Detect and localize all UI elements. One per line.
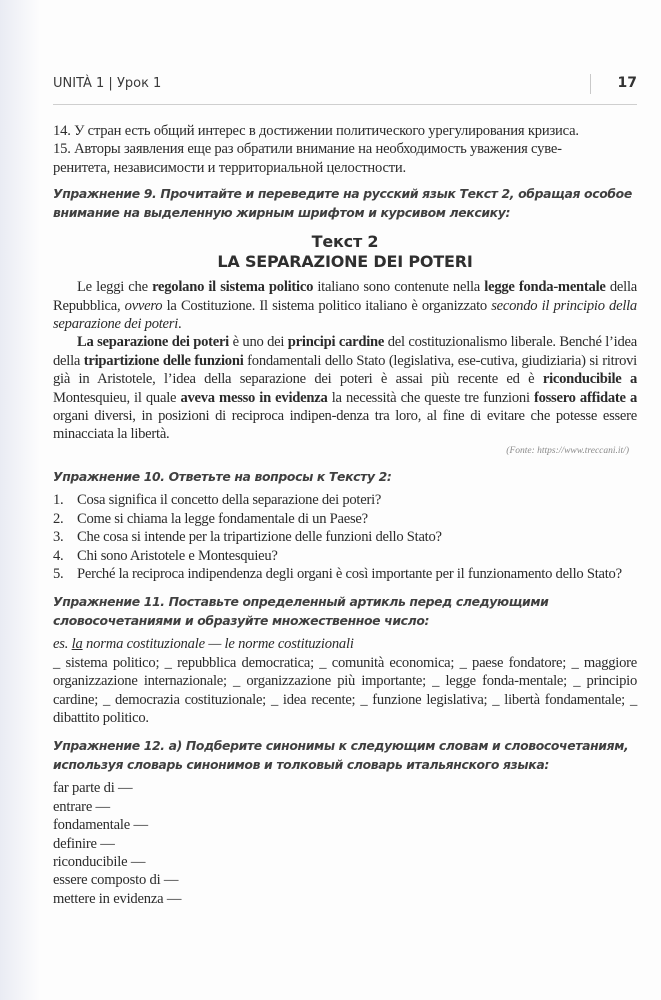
bold-term: tripartizione delle funzioni [83, 352, 244, 369]
exercise-10 [53, 468, 637, 584]
bold-term: riconducibile a [542, 371, 638, 388]
exercise-9 [53, 185, 637, 222]
question-item [53, 547, 637, 565]
bold-term: aveva messo in evidenza [180, 389, 328, 406]
synonym-item: essere composto di — [53, 872, 179, 889]
question-number: 1. [53, 492, 64, 509]
text-run: organi diversi, in posizioni di reciproca indipen-denza tra loro, al fine di evitare che potesse essere minacciata la libertà. [53, 408, 637, 443]
question-text: Come si chiama la legge fondamentale di un Paese? [77, 510, 368, 527]
text-run: la necessità che queste tre funzioni [327, 389, 534, 406]
question-number: 3. [53, 529, 64, 546]
text-2-paragraph-1 [53, 278, 637, 333]
exercise-11-items: _ sistema politico; _ repubblica democratica; _ comunità economica; _ paese fondatore; _ maggiore organizzazione internazionale; _ organizzazione più importante; _ legge fonda-mentale; _ principio cardine; _ democrazia costituzionale; _ idea recente; _ funzione legislativa; _ libertà fondamentale; _ dibattito politico. [53, 654, 637, 727]
exercise-10-heading: Упражнение 10. Ответьте на вопросы к Тексту 2: [53, 468, 392, 484]
exercise-12 [53, 737, 637, 908]
question-text: Chi sono Aristotele e Montesquieu? [77, 547, 278, 564]
header-divider [590, 74, 591, 94]
question-number: 5. [53, 566, 64, 582]
example-article: la [71, 636, 83, 653]
synonym-list [53, 779, 637, 908]
page-number: 17 [617, 75, 637, 91]
synonym-item: riconducibile — [53, 854, 146, 871]
italic-term: ovvero [124, 297, 163, 314]
exercise-12-heading-line1: Упражнение 12. а) Подберите синонимы к следующим словам и словосочетаниям, [53, 738, 629, 754]
synonym-item: mettere in evidenza — [53, 890, 182, 907]
question-item [53, 510, 637, 528]
bold-term: principi cardine [287, 334, 385, 351]
running-header [53, 76, 637, 98]
exercise-11 [53, 593, 637, 727]
synonym-item: definire — [53, 835, 115, 852]
text-run: della Repubblica, [53, 279, 637, 314]
exercise-11-heading-line2: словосочетаниями и образуйте множественное число: [53, 612, 430, 628]
exercise-9-heading-line2: внимание на выделенную жирным шрифтом и курсивом лексику: [53, 204, 511, 220]
exercise-9-heading-line1: Упражнение 9. Прочитайте и переведите на русский язык Текст 2, обращая особое [53, 186, 632, 202]
sentence-15-line2: ренитета, независимости и территориальной целостности. [53, 159, 406, 176]
exercise-11-example [53, 635, 637, 653]
source-citation: (Fonte: https://www.treccani.it/) [506, 445, 629, 456]
text-2-body [53, 278, 637, 458]
text-run: italiano sono contenute nella [313, 279, 485, 296]
italic-term: secondo il principio della separazione dei poteri [53, 297, 637, 333]
text-run: è uno dei [229, 334, 288, 351]
question-text: Cosa significa il concetto della separazione dei poteri? [77, 492, 382, 509]
text-run: del costituzionalismo liberale. Benché l’idea della [53, 334, 637, 369]
text-run: fondamentali dello Stato (legislativa, ese-cutiva, giudiziaria) si ritrovi già in Aristotele, l’idea della separazione dei poteri è assai più recente ed è [53, 352, 637, 388]
question-text: Che cosa si intende per la tripartizione delle funzioni dello Stato? [77, 529, 442, 546]
text-2-paragraph-2 [53, 333, 637, 443]
text-run: Le leggi che [77, 279, 153, 296]
sentence-14: 14. У стран есть общий интерес в достижении политического урегулирования кризиса. [53, 123, 579, 139]
synonym-item: fondamentale — [53, 817, 148, 834]
example-rest: norma costituzionale — le norme costituzionali [82, 636, 354, 653]
text-2-label: Текст 2 [311, 232, 379, 252]
text-2-title: LA SEPARAZIONE DEI POTERI [217, 252, 473, 272]
question-number: 4. [53, 547, 64, 564]
text-run: Montesquieu, il quale [53, 389, 181, 406]
page-content [53, 122, 637, 908]
sentence-15-line1: 15. Авторы заявления еще раз обратили внимание на необходимость уважения суве- [53, 141, 562, 158]
text-run: la Costituzione. Il sistema politico italiano è organizzato [162, 297, 492, 314]
text-run: . [178, 316, 182, 333]
exercise-11-heading-line1: Упражнение 11. Поставьте определенный артикль перед следующими [53, 594, 549, 610]
example-prefix: es. [53, 636, 72, 653]
question-item [53, 528, 637, 546]
bold-term: fossero affidate a [533, 389, 638, 406]
text-2-title-block [53, 232, 637, 272]
unit-label: UNITÀ 1 | Урок 1 [53, 76, 162, 91]
header-rule [53, 104, 637, 105]
question-list [53, 491, 637, 583]
question-text: Perché la reciproca indipendenza degli organi è così importante per il funzionamento dello Stato? [77, 566, 622, 582]
exercise-12-heading-line2: используя словарь синонимов и толковый словарь итальянского языка: [53, 756, 549, 772]
bold-term: legge fonda-mentale [484, 279, 606, 296]
synonym-item: entrare — [53, 798, 110, 815]
question-number: 2. [53, 510, 64, 527]
previous-exercise-tail [53, 122, 637, 177]
question-item [53, 565, 637, 583]
bold-term: La separazione dei poteri [77, 334, 229, 351]
synonym-item: far parte di — [53, 780, 133, 797]
question-item [53, 491, 637, 509]
bold-term: regolano il sistema politico [152, 279, 314, 296]
book-spine-shading [0, 0, 40, 1000]
